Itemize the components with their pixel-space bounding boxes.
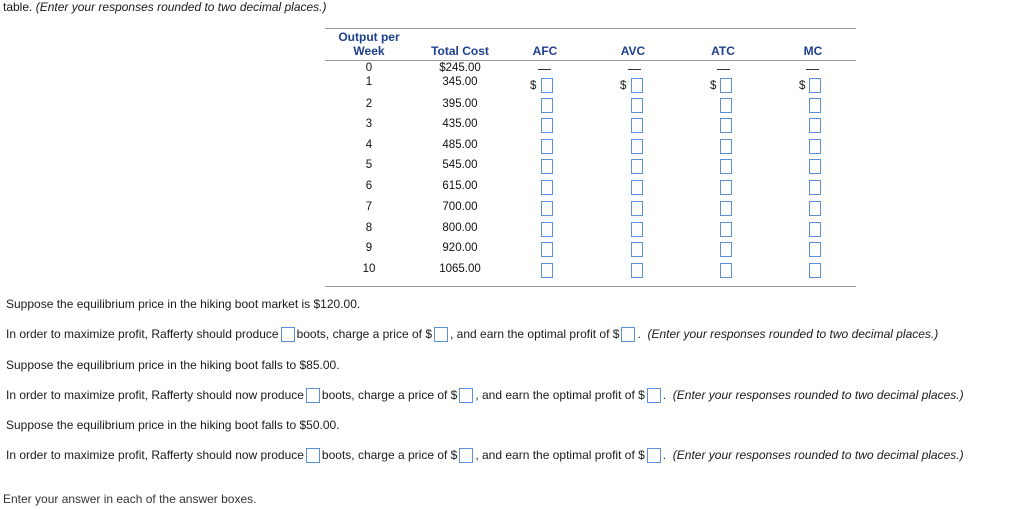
table-top-rule (325, 28, 856, 29)
header-afc: AFC (532, 44, 558, 58)
q2-text-d: . (662, 388, 667, 402)
atc-input[interactable] (720, 118, 732, 133)
mc-input[interactable] (809, 78, 821, 93)
q3-text-d: . (662, 448, 667, 462)
scenario-3-price: Suppose the equilibrium price in the hiking boot falls to $50.00. (6, 418, 340, 432)
q1-text-d: . (637, 327, 641, 341)
q1-profit-input[interactable] (621, 327, 635, 342)
mc-input[interactable] (809, 139, 821, 154)
atc-input[interactable] (720, 78, 732, 93)
header-avc: AVC (620, 44, 646, 58)
afc-input[interactable] (541, 201, 553, 216)
q1-text-b: boots, charge a price of $ (296, 327, 432, 341)
header-output (325, 30, 413, 58)
atc-input[interactable] (720, 139, 732, 154)
q2-text-a: In order to maximize profit, Rafferty should now produce (6, 388, 304, 402)
q3-profit-input[interactable] (647, 448, 661, 463)
afc-dollar-sign: $ (530, 80, 537, 92)
avc-input[interactable] (631, 159, 643, 174)
scenario-3-question (6, 448, 964, 463)
instruction-intro (3, 0, 327, 14)
afc-input[interactable] (541, 139, 553, 154)
scenario-2-price: Suppose the equilibrium price in the hiking boot falls to $85.00. (6, 358, 340, 372)
header-total-cost: Total Cost (431, 44, 489, 58)
mc-input[interactable] (809, 242, 821, 257)
atc-input[interactable] (720, 263, 732, 278)
total-cost-cell: $245.00 (439, 62, 481, 74)
intro-prefix: table. (3, 0, 33, 14)
q2-price-input[interactable] (459, 388, 473, 403)
avc-input[interactable] (631, 242, 643, 257)
avc-input[interactable] (631, 180, 643, 195)
total-cost-cell: 395.00 (442, 98, 478, 110)
q1-price-input[interactable] (434, 327, 448, 342)
q1-text-a: In order to maximize profit, Rafferty should produce (6, 327, 279, 341)
afc-input[interactable] (541, 98, 553, 113)
atc-input[interactable] (720, 242, 732, 257)
output-cell: 2 (365, 98, 373, 110)
afc-input[interactable] (541, 222, 553, 237)
q1-note: (Enter your responses rounded to two decimal places.) (647, 327, 939, 341)
q1-quantity-input[interactable] (281, 327, 295, 342)
avc-input[interactable] (631, 98, 643, 113)
mc-input[interactable] (809, 118, 821, 133)
afc-dash (538, 69, 551, 70)
atc-dash (717, 69, 730, 70)
afc-input[interactable] (541, 180, 553, 195)
avc-input[interactable] (631, 201, 643, 216)
atc-input[interactable] (720, 98, 732, 113)
atc-input[interactable] (720, 180, 732, 195)
output-cell: 4 (365, 139, 373, 151)
cost-table (325, 28, 856, 288)
total-cost-cell: 345.00 (442, 76, 478, 88)
output-cell: 1 (365, 76, 373, 88)
q3-text-a: In order to maximize profit, Rafferty should now produce (6, 448, 304, 462)
afc-input[interactable] (541, 159, 553, 174)
avc-dash (628, 69, 641, 70)
q2-profit-input[interactable] (647, 388, 661, 403)
avc-dollar-sign: $ (620, 80, 627, 92)
output-cell: 6 (365, 180, 373, 192)
avc-input[interactable] (631, 139, 643, 154)
q2-text-b: boots, charge a price of $ (321, 388, 458, 402)
mc-dollar-sign: $ (799, 80, 806, 92)
q2-note: (Enter your responses rounded to two decimal places.) (672, 388, 964, 402)
atc-input[interactable] (720, 159, 732, 174)
table-bottom-rule (325, 286, 856, 287)
intro-note: (Enter your responses rounded to two decimal places.) (35, 0, 327, 14)
total-cost-cell: 545.00 (442, 159, 478, 171)
total-cost-cell: 920.00 (442, 242, 478, 254)
afc-input[interactable] (541, 78, 553, 93)
total-cost-cell: 1065.00 (439, 263, 481, 275)
atc-dollar-sign: $ (710, 80, 717, 92)
avc-input[interactable] (631, 78, 643, 93)
total-cost-cell: 700.00 (442, 201, 478, 213)
header-output-line2: Week (353, 44, 385, 58)
q3-text-c: , and earn the optimal profit of $ (475, 448, 645, 462)
mc-input[interactable] (809, 180, 821, 195)
avc-input[interactable] (631, 222, 643, 237)
q2-quantity-input[interactable] (306, 388, 320, 403)
output-cell: 8 (365, 222, 373, 234)
header-mc: MC (803, 44, 823, 58)
output-cell: 0 (365, 62, 373, 74)
footer-instruction: Enter your answer in each of the answer boxes. (3, 492, 257, 506)
mc-dash (806, 69, 819, 70)
atc-input[interactable] (720, 201, 732, 216)
mc-input[interactable] (809, 222, 821, 237)
mc-input[interactable] (809, 263, 821, 278)
header-atc: ATC (711, 44, 735, 58)
q1-text-c: , and earn the optimal profit of $ (450, 327, 620, 341)
q3-text-b: boots, charge a price of $ (321, 448, 458, 462)
total-cost-cell: 800.00 (442, 222, 478, 234)
q2-text-c: , and earn the optimal profit of $ (475, 388, 645, 402)
afc-input[interactable] (541, 242, 553, 257)
output-cell: 5 (365, 159, 373, 171)
output-cell: 9 (365, 242, 373, 254)
atc-input[interactable] (720, 222, 732, 237)
scenario-1-question (6, 327, 938, 342)
total-cost-cell: 615.00 (442, 180, 478, 192)
avc-input[interactable] (631, 263, 643, 278)
output-cell: 3 (365, 118, 373, 130)
q3-price-input[interactable] (459, 448, 473, 463)
q3-note: (Enter your responses rounded to two decimal places.) (672, 448, 964, 462)
mc-input[interactable] (809, 98, 821, 113)
header-rule (325, 60, 856, 61)
total-cost-cell: 485.00 (442, 139, 478, 151)
mc-input[interactable] (809, 159, 821, 174)
scenario-1-price: Suppose the equilibrium price in the hiking boot market is $120.00. (6, 297, 361, 311)
mc-input[interactable] (809, 201, 821, 216)
avc-input[interactable] (631, 118, 643, 133)
afc-input[interactable] (541, 118, 553, 133)
q3-quantity-input[interactable] (306, 448, 320, 463)
scenario-2-question (6, 388, 964, 403)
output-cell: 7 (365, 201, 373, 213)
output-cell: 10 (362, 263, 376, 275)
header-output-line1: Output per (338, 30, 400, 44)
afc-input[interactable] (541, 263, 553, 278)
total-cost-cell: 435.00 (442, 118, 478, 130)
